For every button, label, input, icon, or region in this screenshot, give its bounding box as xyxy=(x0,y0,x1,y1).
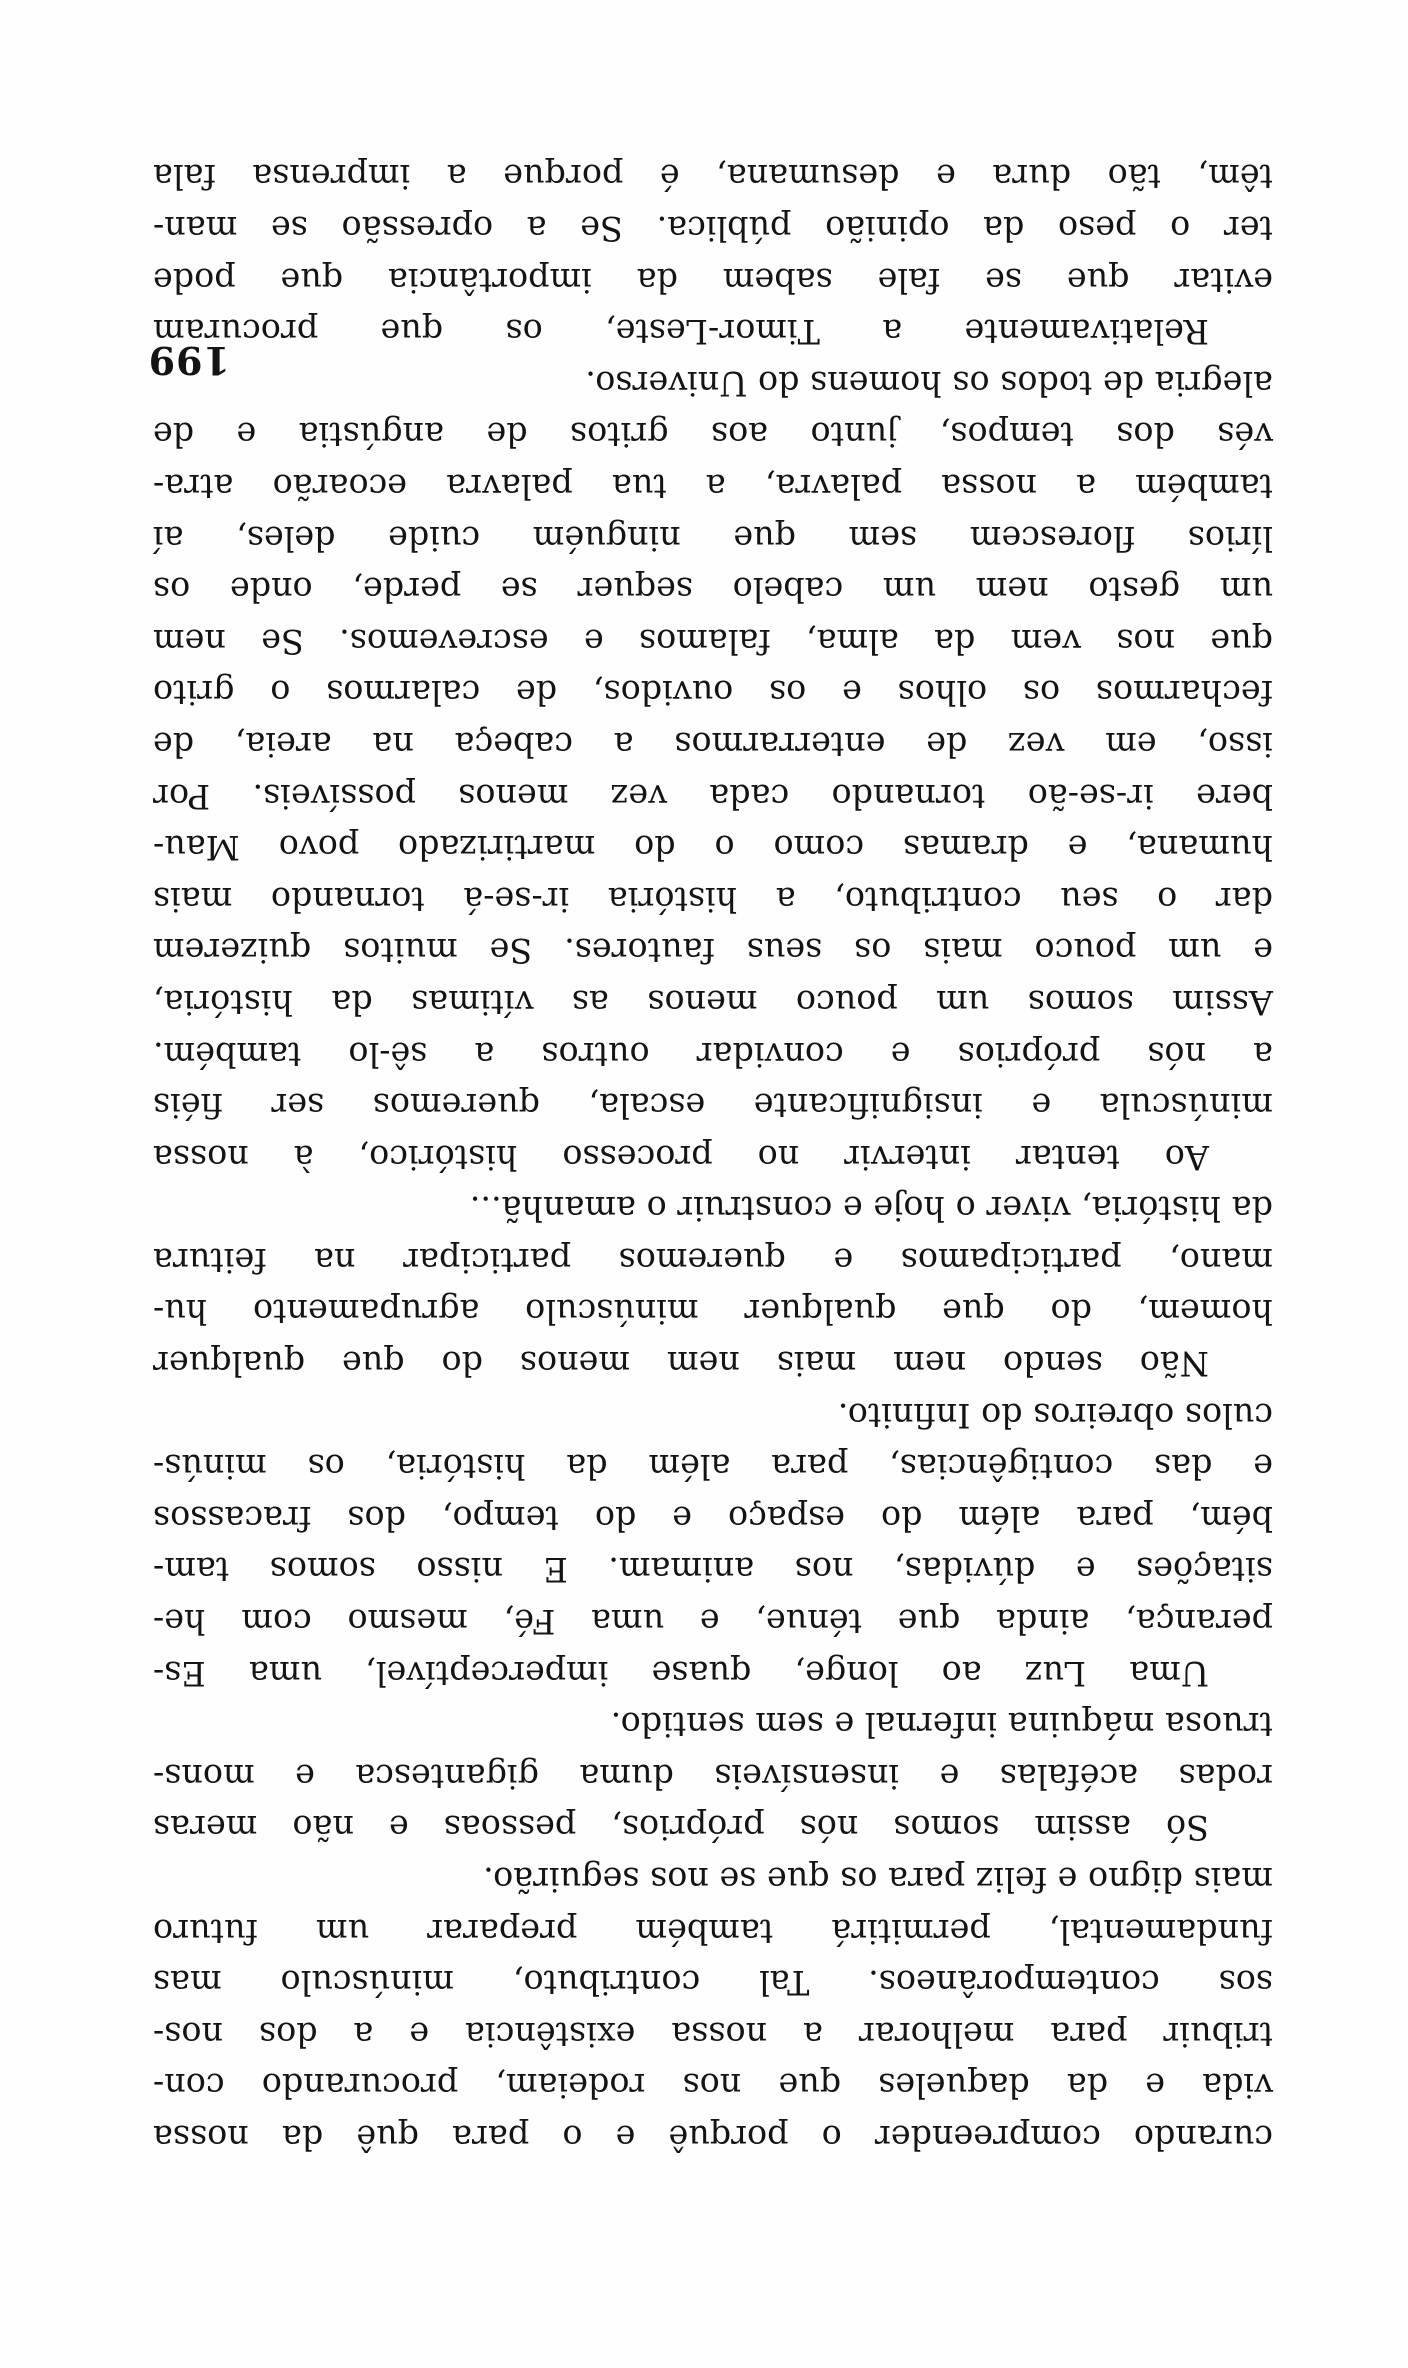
text-line: dar o seu contributo, a história ir-se-á tornando mais xyxy=(153,879,1273,919)
body-text xyxy=(153,151,1273,2163)
text-line: Ao tentar intervir no processo histórico, à nossa xyxy=(153,1137,1209,1177)
text-line: truosa máquina infernal e sem sentido. xyxy=(610,1705,1273,1745)
paragraph xyxy=(153,357,1273,1183)
text-line: Só assim somos nós próprios, pessoas e não meras xyxy=(153,1808,1209,1848)
text-line: Relativamente a Timor-Leste, os que procuram xyxy=(153,312,1209,352)
text-line: da história, viver o hoje e construir o amanhã... xyxy=(469,1189,1273,1229)
text-line: bere ir-se-ão tornando cada vez menos possíveis. Por xyxy=(153,776,1273,816)
text-line: um gesto nem um cabelo sequer se perde, onde os xyxy=(153,570,1273,610)
text-line: mano, participamos e queremos participar na feitura xyxy=(153,1240,1273,1280)
text-line: também a nossa palavra, a tua palavra ecoarão atra- xyxy=(153,467,1273,506)
text-line: minúscula e insignificante escala, queremos ser fiéis xyxy=(153,1086,1273,1126)
page-number: 199 xyxy=(147,338,230,383)
text-line: evitar que se fale sabem da importância que pode xyxy=(153,260,1273,300)
paragraph xyxy=(153,1389,1273,1699)
text-line: sitações e dúvidas, nos animam. E nisso somos tam- xyxy=(153,1550,1273,1590)
text-line: isso, em vez de enterrarmos a cabeça na areia, de xyxy=(153,724,1273,764)
paragraph xyxy=(153,1699,1273,1854)
text-line: mais digno e feliz para os que se nos seguirão. xyxy=(483,1860,1273,1900)
text-line: tribuir para melhorar a nossa existência e a dos nos- xyxy=(153,2014,1273,2054)
text-line: bém, para além do espaço e do tempo, dos fracassos xyxy=(153,1498,1273,1538)
text-line: ter o peso da opinião pública. Se a opressão se man- xyxy=(153,209,1273,249)
text-line: Uma Luz ao longe, quase imperceptível, uma Es- xyxy=(153,1653,1209,1693)
paragraph xyxy=(153,1183,1273,1389)
text-line: fecharmos os olhos e os ouvidos, de calarmos o grito xyxy=(153,673,1273,713)
text-line: têm, tão dura e desumana, é porque a imprensa fala xyxy=(153,157,1273,197)
text-line: rodas acéfalas e insensíveis duma gigantesca e mons- xyxy=(153,1756,1273,1796)
text-line: e um pouco mais os seus fautores. Se muitos quizerem xyxy=(153,931,1273,971)
text-line: homem, do que qualquer minúsculo agrupamento hu- xyxy=(153,1292,1273,1332)
text-line: vés dos tempos, junto aos gritos de angústia e de xyxy=(153,415,1273,455)
text-line: culos obreiros do Infinito. xyxy=(837,1395,1273,1435)
paragraph-continuation xyxy=(153,1853,1273,2163)
text-line: perança, ainda que ténue, e uma Fé, mesmo com he- xyxy=(153,1602,1273,1642)
text-line: e das contigências, para além da história, os minús- xyxy=(153,1447,1273,1487)
text-line: lírios florescem sem que ninguém cuide deles, aí xyxy=(153,518,1273,558)
text-line: sos contemporâneos. Tal contributo, minúsculo mas xyxy=(153,1963,1273,2003)
paragraph xyxy=(153,151,1273,357)
text-line: Não sendo nem mais nem menos do que qualquer xyxy=(153,1344,1209,1384)
text-line: Assim somos um pouco menos as vítimas da história, xyxy=(153,982,1273,1022)
text-line: a nós próprios e convidar outros a sê-lo também. xyxy=(153,1034,1273,1074)
text-line: alegria de todos os homens do Universo. xyxy=(585,363,1273,403)
text-line: humana, e dramas como o do martirizado povo Mau- xyxy=(153,828,1273,868)
text-line: vida e da daqueles que nos rodeiam, procurando con- xyxy=(153,2066,1273,2106)
text-line: que nos vem da alma, falamos e escrevemos. Se nem xyxy=(153,621,1273,661)
text-line: fundamental, permitirá também preparar um futuro xyxy=(153,1911,1273,1951)
text-line: curando compreender o porquê e o para quê da nossa xyxy=(153,2118,1273,2157)
